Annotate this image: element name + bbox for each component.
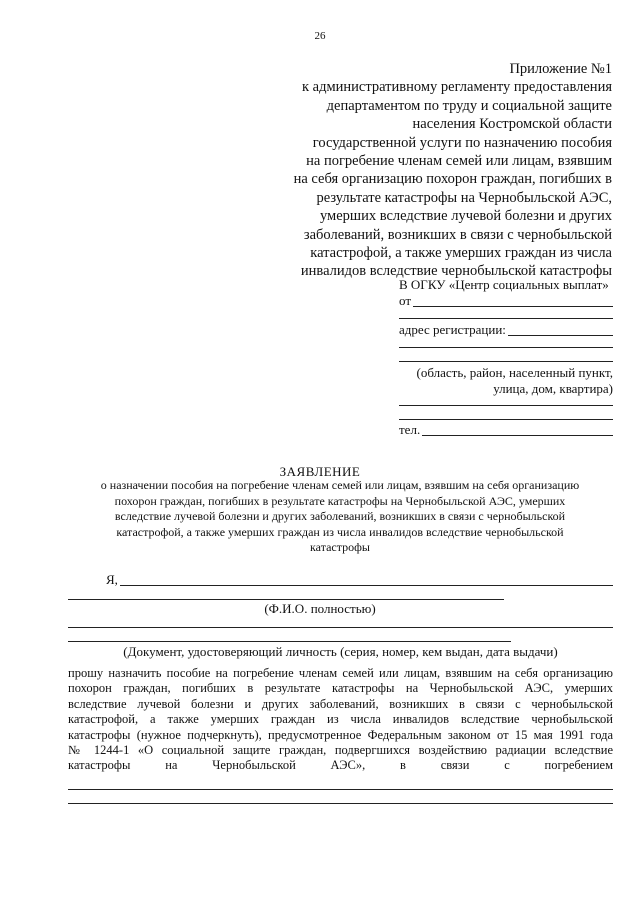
body-line: похорон граждан, погибших в результате катастрофы на Чернобыльской АЭС, умерших — [68, 681, 613, 696]
appendix-line: заболеваний, возникших в связи с чернобыльской — [303, 226, 612, 243]
appendix-line: на себя организацию похорон граждан, погибших в — [293, 171, 612, 188]
phone-label: тел. — [399, 422, 421, 437]
addressee-to: В ОГКУ «Центр социальных выплат» — [399, 277, 609, 292]
registration-address-field[interactable] — [399, 322, 613, 338]
from-underline-2[interactable] — [399, 318, 613, 319]
appendix-header — [252, 60, 612, 281]
from-label: от — [399, 293, 412, 308]
appendix-line: на погребение членам семей или лицам, взявшим — [306, 153, 612, 170]
body-line: катастрофы на Чернобыльской АЭС», в связи с погребением — [68, 758, 613, 773]
appendix-line: государственной услуги по назначению пособия — [312, 134, 612, 151]
appendix-line: катастрофой, а также умерших граждан из числа — [310, 245, 612, 262]
body-line: вследствие лучевой болезни и других заболеваний, возникших в связи с чернобыльской — [68, 696, 613, 711]
address-hint-2: улица, дом, квартира) — [493, 381, 613, 396]
statement-subtitle — [80, 478, 600, 556]
subtitle-line: вследствие лучевой болезни и других заболеваний, возникших в связи с чернобыльской — [114, 509, 566, 523]
reason-underline-2[interactable] — [68, 803, 613, 804]
appendix-line: результате катастрофы на Чернобыльской АЭС, — [316, 189, 612, 206]
registration-underline-2[interactable] — [399, 347, 613, 348]
appendix-line: к административному регламенту предоставления — [301, 79, 612, 96]
phone-underline — [399, 435, 613, 436]
statement-title: ЗАЯВЛЕНИЕ — [279, 464, 361, 479]
address-underline-5[interactable] — [399, 419, 613, 420]
subtitle-line: похорон граждан, погибших в результате катастрофы на Чернобыльской АЭС, умерших — [114, 493, 566, 508]
subtitle-line: катастрофой, а также умерших граждан из числа инвалидов вследствие чернобыльской — [116, 524, 564, 539]
ya-label: Я, — [106, 572, 118, 587]
fio-underline-2[interactable] — [68, 599, 504, 600]
document-caption: (Документ, удостоверяющий личность (серия, номер, кем выдан, дата выдачи) — [123, 644, 558, 659]
fio-underline-1[interactable] — [120, 585, 613, 586]
document-underline-2[interactable] — [68, 641, 511, 642]
request-body — [68, 666, 613, 774]
subtitle-line: о назначении пособия на погребение членам семей или лицам, взявшим на себя организацию — [100, 478, 580, 492]
body-line: катастрофы (нужное подчеркнуть), предусмотренное Федеральным законом от 15 мая 1991 года — [68, 727, 613, 742]
address-underline-4[interactable] — [399, 405, 613, 406]
address-hint-1: (область, район, населенный пункт, — [416, 365, 613, 380]
body-line: № 1244-1 «О социальной защите граждан, подвергшихся воздействию радиации вследствие — [68, 743, 613, 758]
page-number: 26 — [314, 30, 326, 42]
body-line: катастрофой, а также умерших граждан из числа инвалидов вследствие чернобыльской — [68, 712, 613, 727]
registration-label: адрес регистрации: — [399, 322, 506, 337]
phone-field[interactable] — [399, 422, 613, 438]
document-underline-1[interactable] — [68, 627, 613, 628]
from-underline — [399, 306, 613, 307]
subtitle-line: катастрофы — [310, 540, 370, 554]
fio-caption: (Ф.И.О. полностью) — [264, 601, 376, 616]
appendix-line: департаментом по труду и социальной защите — [326, 97, 612, 114]
body-line: прошу назначить пособие на погребение членам семей или лицам, взявшим на себя организацию — [68, 666, 613, 680]
registration-underline-3[interactable] — [399, 361, 613, 362]
appendix-line: инвалидов вследствие чернобыльской катастрофы — [300, 263, 612, 280]
appendix-line: Приложение №1 — [509, 61, 612, 77]
from-field[interactable] — [399, 293, 613, 309]
appendix-line: населения Костромской области — [412, 116, 612, 133]
appendix-line: умерших вследствие лучевой болезни и других — [320, 208, 612, 225]
reason-underline-1[interactable] — [68, 789, 613, 790]
